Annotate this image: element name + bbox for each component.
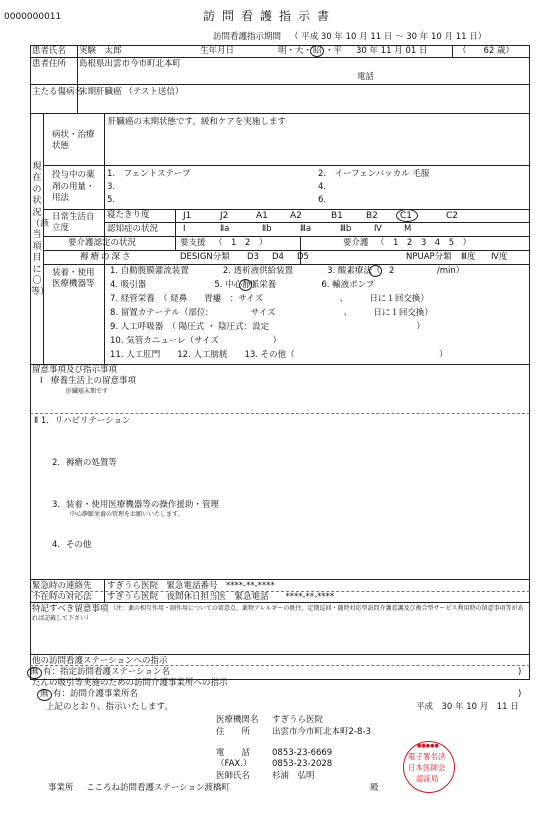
doctor-name: 杉浦 弘明 [272, 771, 315, 781]
institution-address: 出雲市今市町北本町2-8-3 [272, 727, 371, 737]
institution-fax: 0853-23-2028 [272, 759, 333, 769]
oxygen-selected-circle [369, 265, 382, 277]
bedridden-j2: J2 [220, 211, 229, 221]
dementia-3b: Ⅲb [340, 224, 352, 234]
med-4: 4. [318, 182, 327, 192]
birth-label: 生年月日 [200, 46, 235, 56]
special-note: （注：薬の相互作用・副作用についての留意点、薬物アレルギーの既往、定期巡回・随時対応型訪問介護看護及び複合型サービス利用時の留意事項等があれば記載して下さい） [32, 605, 524, 622]
bedridden-a2: A2 [290, 211, 302, 221]
special-label: 特記すべき留意事項 [32, 604, 109, 614]
med-3: 3. [107, 182, 116, 192]
support-label: 要支援 [180, 238, 206, 248]
other-station-line3: 有：訪問介護事業所名 [53, 689, 139, 699]
recipient-label: 事業所 [48, 783, 74, 793]
instructions-pressure: 2．褥瘡の処置等 [52, 458, 117, 468]
phone-label: 電話 [357, 72, 375, 82]
dementia-m: M [404, 224, 412, 234]
dementia-1: Ⅰ [183, 224, 186, 234]
other-station-line1: 有：指定訪問看護ステーション名 [43, 667, 170, 677]
seal-line-2: 日本医師会 [408, 763, 446, 772]
pressure-label: 褥瘡の深さ [80, 252, 133, 262]
device-line-4: 8. 留置カテーテル（部位: サイズ 、 日に１回交換） [110, 308, 433, 318]
tpn-selected-circle [239, 279, 252, 291]
seal-top-text: ●●●●● [417, 743, 439, 749]
care-need-label: 要介護 [343, 238, 369, 248]
emergency-label: 緊急時の連絡先 [32, 581, 92, 591]
era-selected-circle [310, 45, 324, 57]
support-values: （ 1 2 ） [214, 238, 268, 248]
dementia-3a: Ⅲa [300, 224, 312, 234]
doctor-label: 医師氏名 [216, 771, 251, 781]
design-label: DESIGN分類 [180, 252, 230, 262]
dementia-2a: Ⅱa [220, 224, 230, 234]
device-line-7: 11. 人工肛門 12. 人工膀胱 13. その他（ ） [110, 350, 448, 360]
npuap-label: NPUAP分類 [406, 252, 452, 262]
bedridden-c2: C2 [446, 211, 459, 221]
instructions-devices: 3．装着・使用医療機器等の操作援助・管理 [52, 500, 219, 510]
institution-name: すぎうら医院 [272, 715, 324, 725]
npuap-4: Ⅳ度 [491, 252, 508, 262]
instructions-devices-note: 中心静脈栄養の管理をお願いいたします。 [70, 511, 184, 518]
bedridden-label: 寝たきり度 [107, 210, 150, 220]
med-6: 6. [318, 195, 327, 205]
med-1: 1. フェントステープ [107, 169, 191, 179]
period-label: 訪問看護指示期間 [213, 32, 282, 42]
design-d5: D5 [297, 252, 309, 262]
recipient-name: こころね訪問看護ステーション渡橋町 [86, 783, 230, 793]
device-line-3: 7. 経管栄養 （ 経鼻 胃瘻 ：サイズ 、 日に１回交換） [110, 294, 429, 304]
issue-date: 平成 30 年 10 月 11 日 [416, 702, 519, 712]
institution-name-label: 医療機関名 [216, 715, 259, 725]
institution-address-label: 住 所 [216, 727, 251, 737]
devices-label: 装着・使用医療機器等 [52, 268, 95, 289]
device-line-1: 1. 自動腹膜灌流装置 2. 透析液供給装置 3. 酸素療法（ 2 /min） [110, 266, 465, 276]
address-label: 患者住所 [32, 59, 67, 69]
independence-label: 日常生活自立度 [52, 212, 95, 233]
era-showa: 昭 [313, 46, 322, 56]
other-station-none-2: 無 [40, 689, 49, 699]
bedridden-j1: J1 [183, 211, 192, 221]
closing-text: 上記のとおり、指示いたします。 [46, 702, 173, 712]
birth-date: 30 年 11 月 01 日 [356, 46, 428, 56]
dementia-4: Ⅳ [374, 224, 382, 234]
other-station-none-1: 無 [30, 667, 39, 677]
med-5: 5. [107, 195, 116, 205]
design-d3: D3 [247, 252, 259, 262]
seal-line-1: 電子署名済 [408, 752, 446, 761]
device-line-6: 10. 気管カニューレ（サイズ ） [110, 336, 282, 346]
instructions-other: 4．その他 [52, 540, 92, 550]
condition-text: 肝臓癌の末期状態です。緩和ケアを実施します [108, 117, 286, 127]
form-frame [30, 45, 530, 680]
device-line-2: 4. 吸引器 5. 中心静脈栄養 6. 輸液ポンプ [110, 280, 375, 290]
status-side-label: 現在の状況（該当項目に〇等） [31, 162, 50, 298]
period-value: （ 平成 30 年 10 月 11 日 ～ 30 年 10 月 11 日） [290, 32, 487, 42]
institution-fax-label: （FAX.） [216, 759, 252, 769]
bedridden-b1: B1 [331, 211, 343, 221]
dementia-label: 認知症の状況 [107, 224, 159, 234]
age: （ 62 歳） [458, 46, 515, 56]
era-heisei: ・平 [325, 46, 343, 56]
patient-name: 実験 太郎 [79, 46, 122, 56]
care-label: 要介護認定の状況 [68, 238, 137, 248]
bedridden-c1: C1 [400, 211, 413, 221]
absence-value: すぎうら医院 夜間休日担当医 緊急電話 ****-**-**** [107, 592, 335, 602]
instructions-section1: Ⅰ 療養生活上の留意事項 [40, 376, 137, 386]
none-circle-2 [37, 689, 52, 701]
meds-label: 投与中の薬剤の用量・用法 [52, 170, 95, 203]
main-disease-label: 主たる傷病名 [32, 87, 84, 97]
other-station-line2: たんの吸引等実施のための訪問介護事業所への指示 [32, 678, 228, 688]
institution-phone: 0853-23-6669 [272, 748, 333, 758]
dementia-2b: Ⅱb [262, 224, 272, 234]
design-d4: D4 [272, 252, 284, 262]
emergency-value: すぎうら医院 緊急電話番号 ****-**-**** [107, 581, 275, 591]
instructions-header: 留意事項及び指示事項 [32, 365, 118, 375]
address: 島根県出雲市今市町北本町 [79, 59, 182, 69]
npuap-3: Ⅲ度 [461, 252, 476, 262]
absence-label: 不在時の対応法 [32, 592, 92, 602]
bedridden-a1: A1 [256, 211, 268, 221]
bedridden-b2: B2 [366, 211, 378, 221]
device-line-5: 9. 人工呼吸器 （ 陽圧式 ・ 陰圧式：設定 ） [110, 322, 425, 332]
condition-label: 病状・治療状態 [52, 130, 95, 151]
document-number: 0000000011 [4, 12, 62, 22]
bedridden-selected-circle [396, 209, 418, 222]
seal-line-3: 認証局 [416, 774, 439, 783]
care-values: （ 1 2 3 4 5 ） [376, 238, 472, 248]
med-2: 2. イーフェンバッカル 毛服 [318, 169, 430, 179]
electronic-signature-seal [403, 741, 455, 793]
institution-phone-label: 電 話 [216, 748, 251, 758]
instructions-section1-note: 肝臓癌末期です [66, 388, 109, 395]
era-meiji: 明・大・ [278, 46, 313, 56]
recipient-honorific: 殿 [370, 783, 379, 793]
patient-name-label: 患者氏名 [32, 46, 67, 56]
main-disease: 末期肝臓癌 （テスト送信） [79, 87, 184, 97]
document-title: 訪問看護指示書 [203, 9, 337, 23]
instructions-rehab: Ⅱ 1．リハビリテーション [34, 416, 131, 426]
other-station-header: 他の訪問看護ステーションへの指示 [32, 656, 168, 666]
